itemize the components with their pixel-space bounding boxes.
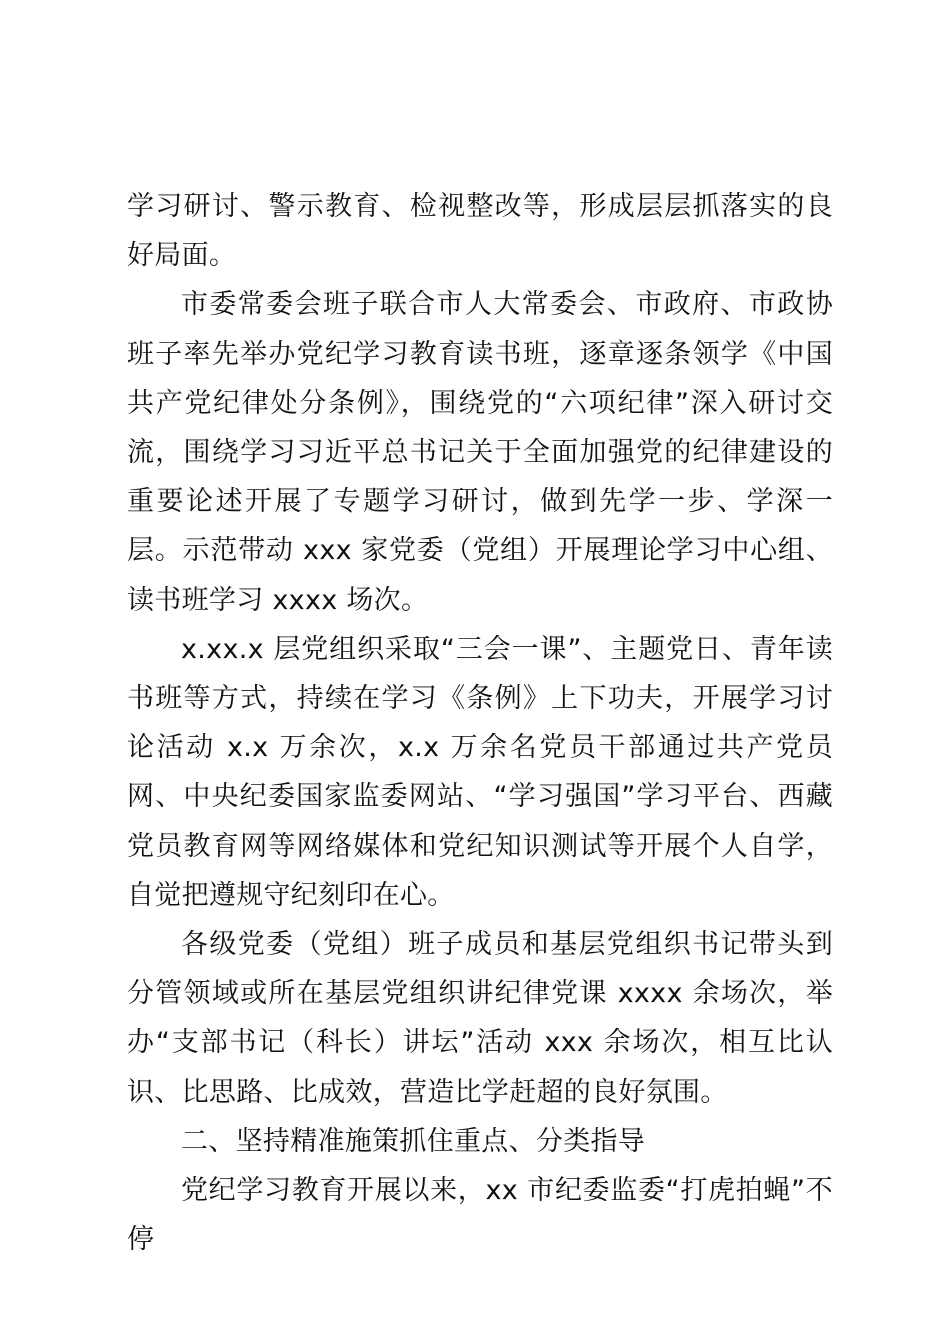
paragraph-discipline-commission: 党纪学习教育开展以来，xx 市纪委监委“打虎拍蝇”不停 xyxy=(127,1175,833,1256)
paragraph-study-class: 市委常委会班子联合市人大常委会、市政府、市政协班子率先举办党纪学习教育读书班，逐章逐条领学《中国共产党纪律处分条例》，围绕党的“六项纪律”深入研讨交流，围绕学习习近平总书记关于全面加强党的纪律建设的重要论述开展了专题学习研讨，做到先学一步、学深一层。示范带动 xxx 家党委（党组）开展理论学习中心组、读书班学习 xxxx 场次。 xyxy=(127,289,833,616)
paragraph-grassroots-study: x.xx.x 层党组织采取“三会一课”、主题党日、青年读书班等方式，持续在学习《条例》上下功夫，开展学习讨论活动 x.x 万余次，x.x 万余名党员干部通过共产党员网、中央纪委国家监委网站、“学习强国”学习平台、西藏党员教育网等网络媒体和党纪知识测试等开展个人自学，自觉把遵规守纪刻印在心。 xyxy=(127,633,833,911)
document-body xyxy=(127,182,833,1264)
paragraph-party-lessons: 各级党委（党组）班子成员和基层党组织书记带头到分管领域或所在基层党组织讲纪律党课 xxxx 余场次，举办“支部书记（科长）讲坛”活动 xxx 余场次，相互比认识、比思路、比成效，营造比学赶超的良好氛围。 xyxy=(127,929,833,1108)
section-heading: 二、坚持精准施策抓住重点、分类指导 xyxy=(181,1125,646,1157)
paragraph-continuation: 学习研讨、警示教育、检视整改等，形成层层抓落实的良好局面。 xyxy=(127,191,833,272)
